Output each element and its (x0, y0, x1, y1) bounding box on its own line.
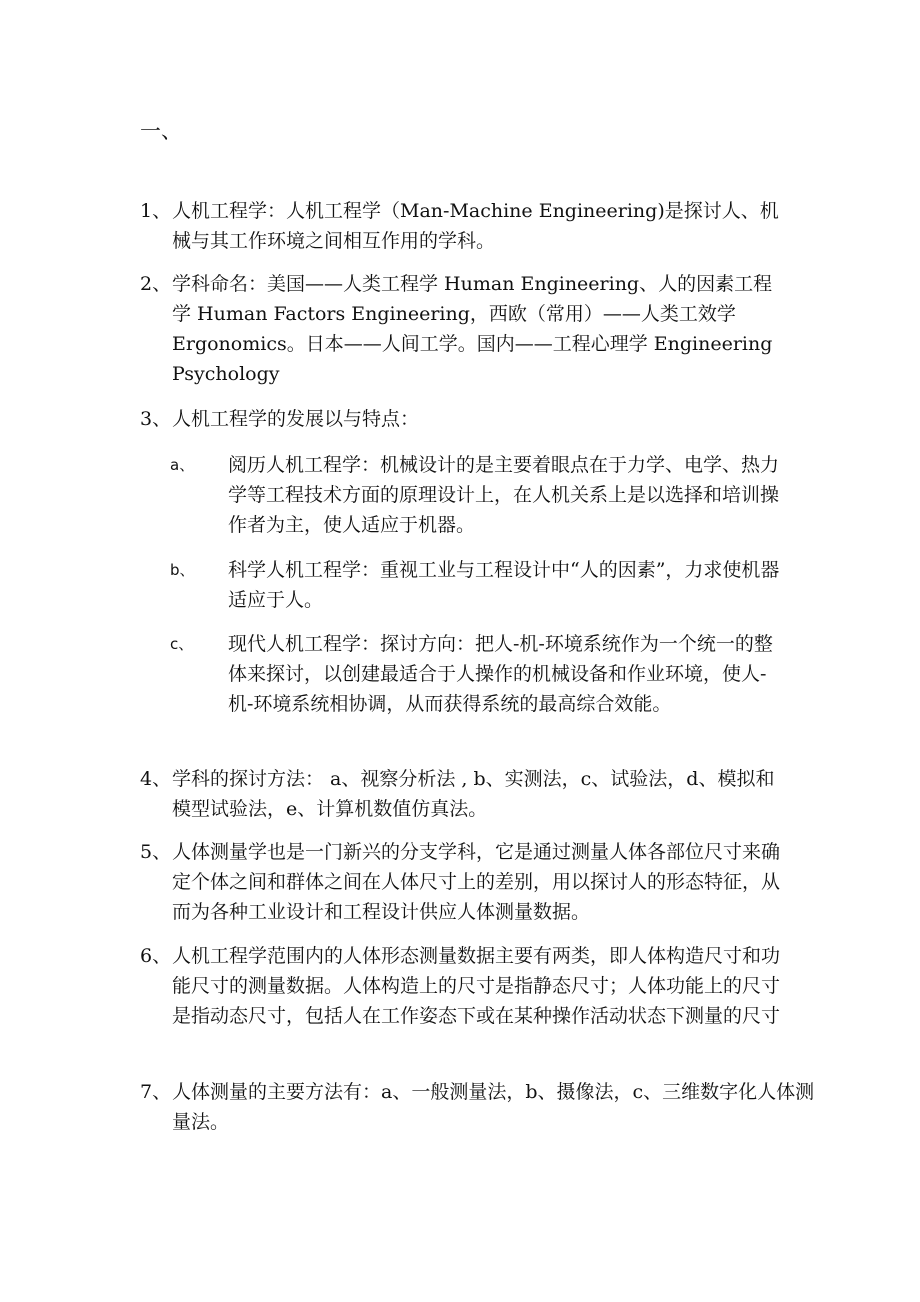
item-number: 6、 (140, 945, 172, 967)
item-text: 人机工程学：人机工程学（Man-Machine Engineering)是探讨人、机械与其工作环境之间相互作用的学科。 (172, 200, 779, 252)
list-item-4 (140, 764, 820, 824)
sub-item-b (170, 555, 790, 615)
sub-item-text: 科学人机工程学：重视工业与工程设计中“人的因素”，力求使机器适应于人。 (228, 559, 780, 611)
list-item-1 (140, 196, 820, 256)
item-text: 人体测量学也是一门新兴的分支学科，它是通过测量人体各部位尺寸来确定个体之间和群体之间在人体尺寸上的差别，用以探讨人的形态特征，从而为各种工业设计和工程设计供应人体测量数据。 (172, 841, 781, 923)
item-number: 5、 (140, 841, 172, 863)
item-text: 人机工程学的发展以与特点： (172, 408, 420, 430)
item-number: 1、 (140, 200, 172, 222)
item-number: 2、 (140, 273, 172, 295)
item-number: 4、 (140, 768, 172, 790)
list-item-5 (140, 837, 820, 927)
sub-item-letter: b、 (170, 561, 195, 579)
item-text: 学科的探讨方法： a、视察分析法 , b、实测法，c、试验法，d、模拟和模型试验法，e、计算机数值仿真法。 (172, 768, 775, 820)
list-item-6 (140, 941, 820, 1031)
list-item-7 (140, 1077, 820, 1137)
sub-item-text: 现代人机工程学：探讨方向：把人-机-环境系统作为一个统一的整体来探讨，以创建最适合于人操作的机械设备和作业环境，使人-机-环境系统相协调，从而获得系统的最高综合效能。 (228, 633, 773, 715)
sub-item-c (170, 629, 790, 719)
list-item-3 (140, 404, 820, 434)
sub-item-letter: c、 (170, 635, 194, 653)
section-heading: 一、 (140, 119, 182, 143)
sub-item-text: 阅历人机工程学：机械设计的是主要着眼点在于力学、电学、热力学等工程技术方面的原理设计上，在人机关系上是以选择和培训操作者为主，使人适应于机器。 (228, 454, 780, 536)
sub-item-a (170, 450, 790, 540)
list-item-2 (140, 269, 820, 389)
item-text: 学科命名：美国——人类工程学 Human Engineering、人的因素工程学 Human Factors Engineering，西欧（常用）——人类工效学 Ergonomics。日本——人间工学。国内——工程心理学 Engineering Psychology (172, 273, 773, 385)
sub-item-letter: a、 (170, 456, 195, 474)
item-text: 人机工程学范围内的人体形态测量数据主要有两类，即人体构造尺寸和功能尺寸的测量数据。人体构造上的尺寸是指静态尺寸；人体功能上的尺寸是指动态尺寸，包括人在工作姿态下或在某种操作活动状态下测量的尺寸 (172, 945, 781, 1027)
item-number: 3、 (140, 408, 172, 430)
item-number: 7、 (140, 1081, 172, 1103)
item-text: 人体测量的主要方法有：a、一般测量法，b、摄像法，c、三维数字化人体测量法。 (172, 1081, 815, 1133)
